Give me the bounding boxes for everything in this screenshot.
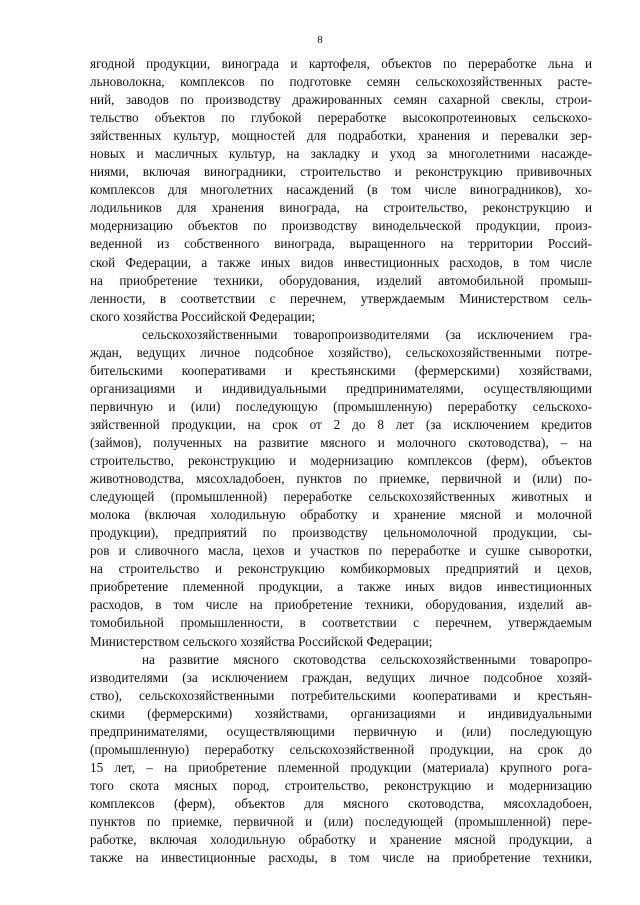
text-line: скими (фермерскими) хозяйствами, организациями и индивидуальными xyxy=(90,705,592,721)
text-line: того скота мясных пород, строительство, реконструкцию и модернизацию xyxy=(90,777,592,793)
text-line: бительскими кооперативами и крестьянскими (фермерскими) хозяйствами, xyxy=(90,362,592,378)
text-line: комплексов для многолетних насаждений (в том числе виноградников), хо- xyxy=(90,182,592,198)
text-line: молока (включая холодильную обработку и хранение мясной и молочной xyxy=(90,507,592,523)
text-line: ров и сливочного масла, цехов и участков по переработке и сушке сыворотки, xyxy=(90,543,592,559)
text-line: организациями и индивидуальными предпринимателями, осуществляющими xyxy=(90,380,592,396)
text-line: пунктов по приемке, первичной и (или) последующей (промышленной) пере- xyxy=(90,813,592,829)
text-line: (займов), полученных на развитие мясного и молочного скотоводства), – на xyxy=(90,434,592,450)
text-line: предпринимателями, осуществляющими первичную и (или) последующую xyxy=(90,723,592,739)
text-line: новых и масличных культур, на закладку и уход за многолетними насажде- xyxy=(90,146,592,162)
text-line: тельство объектов по глубокой переработке высокопротеиновых сельскохо- xyxy=(90,110,592,126)
text-line: (промышленную) переработку сельскохозяйственной продукции, на срок до xyxy=(90,741,592,757)
text-line: зяйственных культур, мощностей для подработки, хранения и перевалки зер- xyxy=(90,128,592,144)
text-line: модернизацию объектов по производству винодельческой продукции, произ- xyxy=(90,218,592,234)
text-line: 15 лет, – на приобретение племенной продукции (материала) крупного рога- xyxy=(90,759,592,775)
text-line: также на инвестиционные расходы, в том числе на приобретение техники, xyxy=(90,850,592,866)
text-line: ской Федерации, а также иных видов инвестиционных расходов, в том числе xyxy=(90,254,592,270)
text-line: ского хозяйства Российской Федерации; xyxy=(90,308,316,324)
text-line: продукции), предприятий по производству цельномолочной продукции, сы- xyxy=(90,525,592,541)
text-line: ниями, включая виноградники, строительство и реконструкцию прививочных xyxy=(90,164,592,180)
text-line: на строительство и реконструкцию комбикормовых предприятий и цехов, xyxy=(90,561,592,577)
text-line: на приобретение техники, оборудования, изделий автомобильной промыш- xyxy=(90,272,592,288)
text-line: первичную и (или) последующую (промышленную) переработку сельскохо- xyxy=(90,398,592,414)
text-line: животноводства, мясохладобоен, пунктов по приемке, первичной и (или) по- xyxy=(90,471,592,487)
text-line: приобретение племенной продукции, а также иных видов инвестиционных xyxy=(90,579,592,595)
text-line: ягодной продукции, винограда и картофеля, объектов по переработке льна и xyxy=(90,56,592,71)
page-number: 8 xyxy=(317,34,323,46)
text-line: льноволокна, комплексов по подготовке семян сельскохозяйственных расте- xyxy=(90,74,592,90)
text-line: ленности, в соответствии с перечнем, утверждаемым Министерством сель- xyxy=(90,290,592,306)
text-line: ство), сельскохозяйственными потребительскими кооперативами и крестьян- xyxy=(90,687,592,703)
text-line: ний, заводов по производству дражированных семян сахарной свеклы, строи- xyxy=(90,92,592,108)
text-line: ждан, ведущих личное подсобное хозяйство), сельскохозяйственными потре- xyxy=(90,344,592,360)
text-line: лодильников для хранения винограда, на строительство, реконструкцию и xyxy=(90,200,592,216)
text-line: комплексов (ферм), объектов для мясного скотоводства, мясохладобоен, xyxy=(90,795,592,811)
text-line: изводителями (за исключением граждан, ведущих личное подсобное хозяй- xyxy=(90,669,592,685)
text-line: томобильной промышленности, в соответствии с перечнем, утверждаемым xyxy=(90,615,592,631)
text-line: веденной из собственного винограда, выращенного на территории Россий- xyxy=(90,236,592,252)
text-line: на развитие мясного скотоводства сельскохозяйственными товаропро- xyxy=(142,651,592,667)
text-line: строительство, реконструкцию и модернизацию комплексов (ферм), объектов xyxy=(90,453,592,469)
text-line: Министерством сельского хозяйства Российской Федерации; xyxy=(90,633,433,649)
text-line: расходов, в том числе на приобретение техники, оборудования, изделий ав- xyxy=(90,597,592,613)
text-line: работке, включая холодильную обработку и хранение мясной продукции, а xyxy=(90,832,592,848)
text-line: следующей (промышленной) переработке сельскохозяйственных животных и xyxy=(90,489,592,505)
text-line: зяйственной продукции, на срок от 2 до 8 лет (за исключением кредитов xyxy=(90,416,592,432)
text-line: сельскохозяйственными товаропроизводителями (за исключением гра- xyxy=(142,326,592,342)
document-body-text xyxy=(90,55,592,867)
